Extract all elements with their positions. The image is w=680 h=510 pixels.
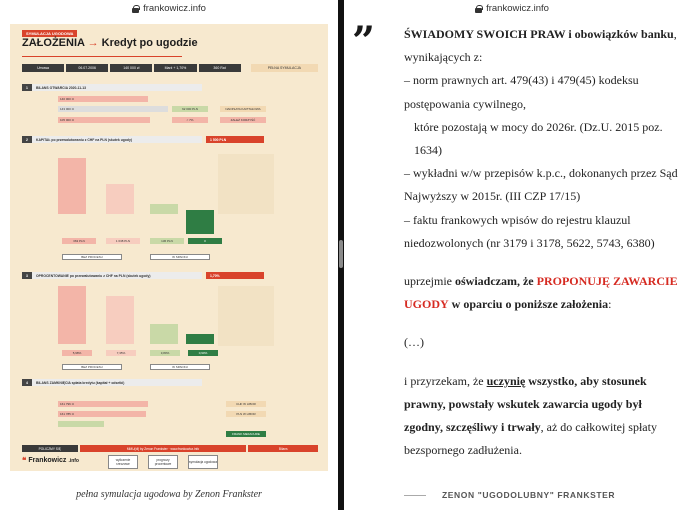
signature-rule — [404, 495, 426, 496]
footer-strip — [22, 445, 318, 452]
section-label: OPROCENTOWANIE po przewalutowaniu z CHF na PLN (skutek ugody) — [36, 273, 151, 278]
chart-bar — [150, 324, 178, 344]
logo-suffix: .info — [68, 457, 79, 464]
section-label: BILANS ZAMKNIĘCIA spłata kredytu (kapitał + odsetki) — [36, 380, 125, 385]
section-label: BILANS OTWARCIA 2020-11-13 — [36, 85, 86, 90]
value-label: 161 785 zł — [60, 412, 74, 416]
chart-caption-box: BEZ PROCESU — [62, 254, 122, 260]
header-cell: 06.07.2006 — [66, 64, 108, 72]
chart-caption-box: BEZ PROCESU — [62, 364, 122, 370]
chart-bar — [150, 204, 178, 214]
section-note: 1 500 PLN — [206, 136, 264, 143]
rate-chip: 7,35% — [106, 350, 136, 356]
section-number: 2 — [22, 136, 32, 143]
title-arrow: → — [87, 37, 99, 49]
section-number: 1 — [22, 84, 32, 91]
chart-bar — [106, 296, 134, 344]
ellipsis: (…) — [404, 335, 424, 350]
simulation-infographic — [10, 24, 328, 471]
value-chip: NADPŁATA KAPITAŁOWA — [220, 106, 266, 112]
chart-bar — [186, 334, 214, 344]
text: : — [608, 297, 612, 312]
frankowicz-logo — [22, 456, 79, 465]
list-item: – wykładni w/w przepisów k.p.c., dokonanych przez Sąd Najwyższy w 2015r. (III CZP 17/15) — [404, 166, 678, 204]
list-item: – faktu frankowych wpisów do rejestru klauzul niedozwolonych (nr 3179 i 3178, 5622, 5743, 6380) — [404, 212, 655, 250]
value-chip: 1 638 PLN — [106, 238, 140, 244]
value-chip: 62 000 PLN — [172, 106, 208, 112]
title-suffix: Kredyt po ugodzie — [101, 37, 198, 49]
bold-text: oświadczam, że — [454, 274, 534, 289]
section-header — [22, 136, 202, 143]
chart-caption-box: W SPADKU — [150, 364, 210, 370]
value-chip: 0 — [188, 238, 222, 244]
notes-panel — [218, 154, 274, 214]
value-label: 161 796 zł — [60, 402, 74, 406]
section-label: KAPITAŁ po przewalutowaniu z CHF na PLN (skutek ugody) — [36, 137, 133, 142]
bold-text: wszystko, aby stosunek prawny, powstały wskutek zawarcia ugody był zgodny, szczęśliwy i trwały — [404, 373, 647, 435]
infographic-button: prognozy procentowe — [148, 455, 178, 469]
value-chip: CHF W LIBOR — [226, 401, 266, 407]
value-bar — [58, 421, 104, 427]
paragraph-declaration — [404, 270, 680, 316]
value-chip: 136 PLN — [150, 238, 184, 244]
highlighted-proposal: PROPONUJĘ ZAWARCIE UGODY — [404, 274, 678, 312]
lock-icon — [475, 5, 482, 13]
infographic-tag: SYMULACJA UGODOWA — [22, 30, 77, 37]
chart-bar — [58, 286, 86, 344]
value-label: 140 000 zł — [60, 97, 74, 101]
footer-cell: MMU(dl) by Zenon Frankster · www.frankowicz.info — [80, 445, 247, 452]
title-underline — [22, 56, 182, 57]
value-label: 105 000 zł — [60, 118, 74, 122]
footer-cell: POLICZMY SIĘ — [22, 445, 78, 452]
image-caption: pełna symulacja ugodowa by Zenon Frankster — [76, 489, 262, 500]
text: , wynikających z: — [404, 27, 677, 65]
value-label: 143 000 zł — [60, 107, 74, 111]
chart-bar — [106, 184, 134, 214]
section-note: 1,70% — [206, 272, 264, 279]
list-item: – norm prawnych art. 479(43) i 479(45) kodeksu postępowania cywilnego, — [404, 73, 639, 111]
text: uprzejmie — [404, 274, 455, 289]
chart-bar — [186, 210, 214, 234]
footer-cell: Bilans — [248, 445, 318, 452]
article-body — [404, 23, 680, 462]
paragraph-legal-basis — [404, 23, 680, 69]
paragraph-promise — [404, 370, 680, 463]
text: , aż do całkowitej spłaty bezspornego zadłużenia. — [404, 420, 657, 458]
header-row — [22, 64, 318, 72]
signature-text: ZENON "UGODOLUBNY" FRANKSTER — [442, 490, 616, 500]
header-cell-simulation: PEŁNA SYMULACJA — [251, 64, 318, 72]
header-cell: 140 000 zł — [110, 64, 152, 72]
header-cell: 360 Rat — [199, 64, 241, 72]
rate-chip: 5,98% — [62, 350, 92, 356]
section-number: 3 — [22, 272, 32, 279]
url-text[interactable]: frankowicz.info — [486, 3, 549, 14]
infographic-button: wyliczenie rzeczowe — [108, 455, 138, 469]
left-browser-pane — [0, 0, 338, 510]
value-chip: < 7% — [172, 117, 208, 123]
value-chip: ZALEŻ KORZYŚĆ — [220, 117, 266, 123]
logo-mark-icon: ❝ — [22, 456, 27, 465]
chart-bar — [58, 158, 86, 214]
url-text[interactable]: frankowicz.info — [143, 3, 206, 14]
text: i przyrzekam, że — [404, 373, 487, 388]
address-bar[interactable] — [344, 0, 680, 17]
section-header — [22, 84, 202, 91]
value-chip: PLN W LIBOR — [226, 411, 266, 417]
rate-chip: 0,90% — [188, 350, 218, 356]
notes-panel — [218, 286, 274, 346]
signature — [404, 490, 674, 500]
rate-chip: 3,80% — [150, 350, 180, 356]
lock-icon — [132, 5, 139, 13]
header-cell: Marż + 1,70% — [154, 64, 196, 72]
infographic-button: symulacja ugodowa — [188, 455, 218, 469]
address-bar[interactable] — [0, 0, 338, 17]
list-item-continuation: które pozostają w mocy do 2026r. (Dz.U. 2015 poz. 1634) — [414, 119, 663, 158]
logo-text: Frankowicz — [28, 457, 67, 464]
header-cell: Umowa — [22, 64, 64, 72]
underlined-text: uczynię — [486, 373, 526, 388]
right-browser-pane — [344, 0, 680, 510]
section-header — [22, 379, 202, 386]
title-prefix: ZAŁOŻENIA — [22, 37, 85, 49]
section-header — [22, 272, 202, 279]
value-chip: FRANK MEFACURE — [226, 431, 266, 437]
divider-grip-handle[interactable] — [339, 240, 343, 268]
chart-caption-box: W SPADKU — [150, 254, 210, 260]
infographic-title — [22, 37, 198, 49]
bold-text: w oparciu o poniższe założenia — [451, 297, 609, 312]
quote-mark-icon: ” — [352, 18, 373, 65]
bold-text: ŚWIADOMY SWOICH PRAW i obowiązków banku — [404, 27, 674, 41]
section-number: 4 — [22, 379, 32, 386]
value-chip: 363 PLN — [62, 238, 96, 244]
